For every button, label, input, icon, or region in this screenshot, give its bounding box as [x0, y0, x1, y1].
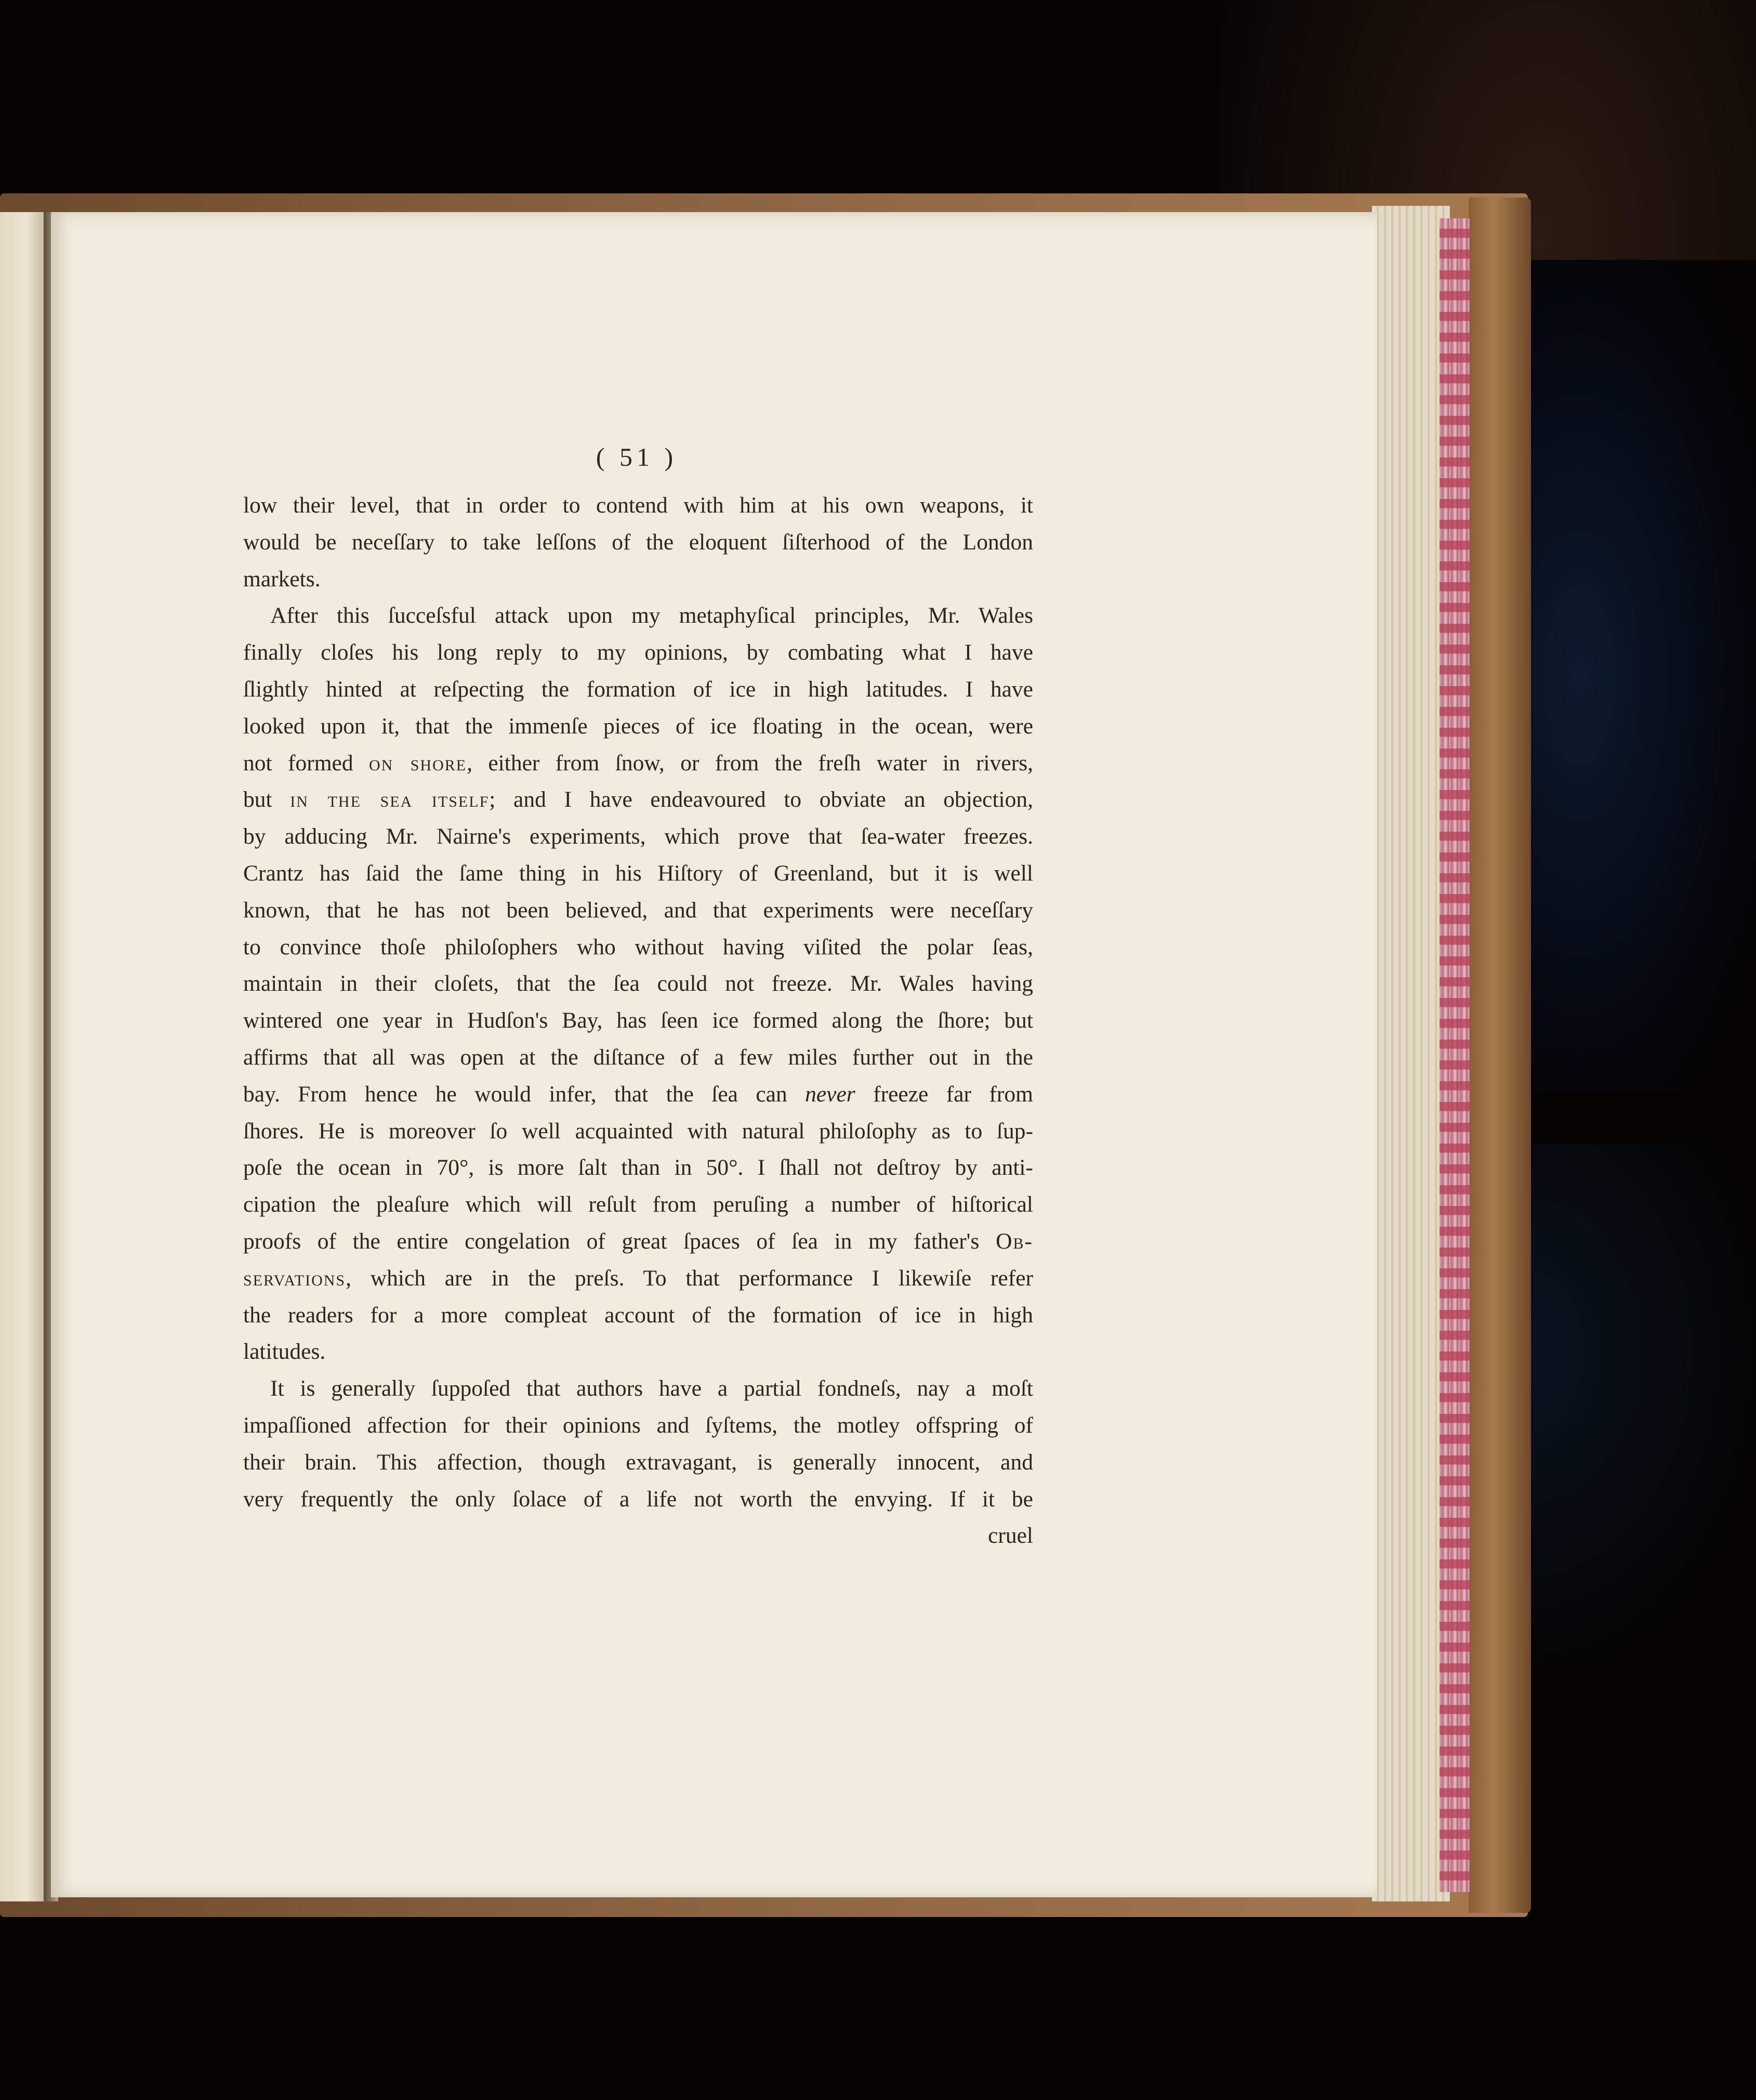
- text-segment: , either from ſnow, or from the freſh water in rivers,: [467, 750, 1033, 776]
- text-segment: very frequently the only ſolace of a life not worth the envying. If it be: [243, 1486, 1033, 1512]
- text-segment: on shore: [369, 750, 467, 776]
- text-line: [243, 1297, 1033, 1334]
- text-segment: Ob-: [996, 1228, 1033, 1254]
- text-segment: cipation the pleaſure which will reſult from peruſing a number of hiſtorical: [243, 1192, 1033, 1217]
- text-segment: It is generally ſuppoſed that authors have a partial fondneſs, nay a moſt: [270, 1376, 1033, 1401]
- text-segment: maintain in their cloſets, that the ſea could not freeze. Mr. Wales having: [243, 971, 1033, 996]
- text-segment: in the sea itself: [290, 787, 490, 812]
- text-segment: known, that he has not been believed, and that experiments were neceſſary: [243, 897, 1033, 923]
- text-line: [243, 1481, 1033, 1518]
- text-line: [243, 708, 1033, 745]
- text-segment: latitudes.: [243, 1339, 326, 1364]
- text-line: [243, 597, 1033, 634]
- text-line: [243, 1333, 1033, 1370]
- text-line: [243, 487, 1033, 524]
- text-line: [243, 1444, 1033, 1481]
- text-segment: impaſſioned affection for their opinions and ſyſtems, the motley offspring of: [243, 1412, 1033, 1438]
- text-segment: affirms that all was open at the diſtance of a few miles further out in the: [243, 1044, 1033, 1070]
- text-line: [243, 929, 1033, 966]
- text-line: [243, 671, 1033, 708]
- leather-board-edge: [1469, 198, 1531, 1913]
- text-line: [243, 1002, 1033, 1039]
- text-segment: bay. From hence he would infer, that the ſea can: [243, 1081, 806, 1107]
- sprinkled-red-edge: [1440, 218, 1470, 1892]
- text-segment: ſhores. He is moreover ſo well acquainted with natural philoſophy as to ſup-: [243, 1118, 1033, 1144]
- text-line: [243, 1517, 1033, 1554]
- text-segment: finally cloſes his long reply to my opinions, by combating what I have: [243, 640, 1033, 665]
- text-segment: poſe the ocean in 70°, is more ſalt than in 50°. I ſhall not deſtroy by anti-: [243, 1155, 1033, 1180]
- text-segment: , which are in the preſs. To that performance I likewiſe refer: [346, 1265, 1033, 1291]
- text-segment: low their level, that in order to contend with him at his own weapons, it: [243, 493, 1033, 518]
- text-segment: by adducing Mr. Nairne's experiments, which prove that ſea-water freezes.: [243, 824, 1033, 849]
- text-segment: markets.: [243, 566, 321, 592]
- left-page-sliver: [0, 212, 44, 1901]
- text-segment: would be neceſſary to take leſſons of the eloquent ſiſterhood of the London: [243, 529, 1033, 555]
- text-line: [243, 1186, 1033, 1223]
- text-segment: proofs of the entire congelation of great ſpaces of ſea in my father's: [243, 1228, 996, 1254]
- text-line: [243, 1039, 1033, 1076]
- text-segment: their brain. This affection, though extravagant, is generally innocent, and: [243, 1449, 1033, 1475]
- text-line: [243, 1149, 1033, 1186]
- page-edges: [1372, 206, 1450, 1901]
- text-segment: to convince thoſe philoſophers who without having viſited the polar ſeas,: [243, 934, 1033, 960]
- body-text: [243, 487, 1033, 1554]
- text-line: [243, 781, 1033, 818]
- text-line: [243, 1407, 1033, 1444]
- text-line: [243, 561, 1033, 598]
- text-segment: the readers for a more compleat account of the formation of ice in high: [243, 1302, 1033, 1328]
- text-segment: servations: [243, 1265, 346, 1291]
- text-segment: After this ſucceſsful attack upon my metaphyſical principles, Mr. Wales: [270, 603, 1033, 628]
- text-segment: never: [805, 1081, 855, 1107]
- text-segment: cruel: [988, 1523, 1033, 1548]
- text-segment: freeze far from: [855, 1081, 1033, 1107]
- text-line: [243, 524, 1033, 561]
- text-segment: wintered one year in Hudſon's Bay, has ſeen ice formed along the ſhore; but: [243, 1008, 1033, 1033]
- text-line: [243, 634, 1033, 671]
- text-line: [243, 1370, 1033, 1407]
- text-line: [243, 1113, 1033, 1150]
- text-line: [243, 855, 1033, 892]
- text-line: [243, 1260, 1033, 1297]
- text-line: [243, 1223, 1033, 1260]
- text-segment: ; and I have endeavoured to obviate an objection,: [489, 787, 1034, 812]
- text-segment: Crantz has ſaid the ſame thing in his Hiſtory of Greenland, but it is well: [243, 860, 1033, 886]
- text-line: [243, 1076, 1033, 1113]
- text-line: [243, 965, 1033, 1002]
- text-segment: looked upon it, that the immenſe pieces of ice floating in the ocean, were: [243, 713, 1033, 739]
- text-line: [243, 745, 1033, 782]
- text-segment: but: [243, 787, 291, 812]
- text-segment: ſlightly hinted at reſpecting the formation of ice in high latitudes. I have: [243, 676, 1033, 702]
- page-number-header: ( 51 ): [596, 442, 678, 471]
- text-segment: not formed: [243, 750, 369, 776]
- text-line: [243, 892, 1033, 929]
- text-line: [243, 818, 1033, 855]
